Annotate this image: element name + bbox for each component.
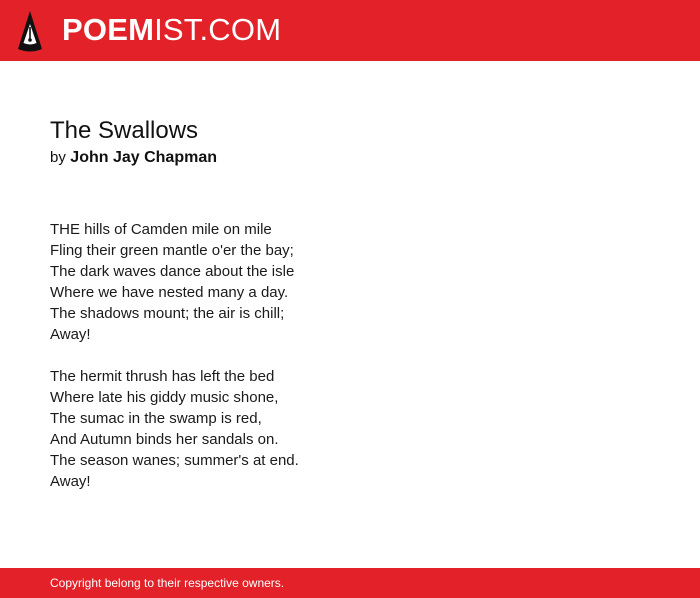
logo-text-bold: POEM	[62, 12, 155, 47]
poem-line: The hermit thrush has left the bed	[50, 368, 275, 385]
poem-body	[50, 219, 650, 492]
poem-line: The sumac in the swamp is red,	[50, 410, 262, 427]
poem-line: THE hills of Camden mile on mile	[50, 221, 272, 238]
poem-line: Away!	[50, 473, 91, 490]
logo-text-thin: IST.COM	[154, 12, 282, 47]
poem-line: Away!	[50, 326, 91, 343]
pen-nib-icon[interactable]	[17, 10, 43, 52]
site-header	[0, 0, 700, 61]
poem-line: Where late his giddy music shone,	[50, 389, 279, 406]
site-footer	[0, 568, 700, 598]
copyright-text: Copyright belong to their respective owners.	[50, 576, 285, 590]
stanza	[50, 219, 650, 345]
by-label: by	[50, 149, 66, 166]
poem-line: The season wanes; summer's at end.	[50, 452, 299, 469]
poem-title: The Swallows	[50, 117, 199, 144]
site-logo[interactable]	[62, 12, 281, 48]
byline	[50, 147, 650, 169]
poem-line: The dark waves dance about the isle	[50, 263, 295, 280]
poem-line: Where we have nested many a day.	[50, 284, 289, 301]
poem-content	[50, 116, 650, 513]
poem-line: And Autumn binds her sandals on.	[50, 431, 279, 448]
poem-line: The shadows mount; the air is chill;	[50, 305, 285, 322]
poem-line: Fling their green mantle o'er the bay;	[50, 242, 294, 259]
stanza	[50, 366, 650, 492]
author-name: John Jay Chapman	[70, 149, 217, 166]
